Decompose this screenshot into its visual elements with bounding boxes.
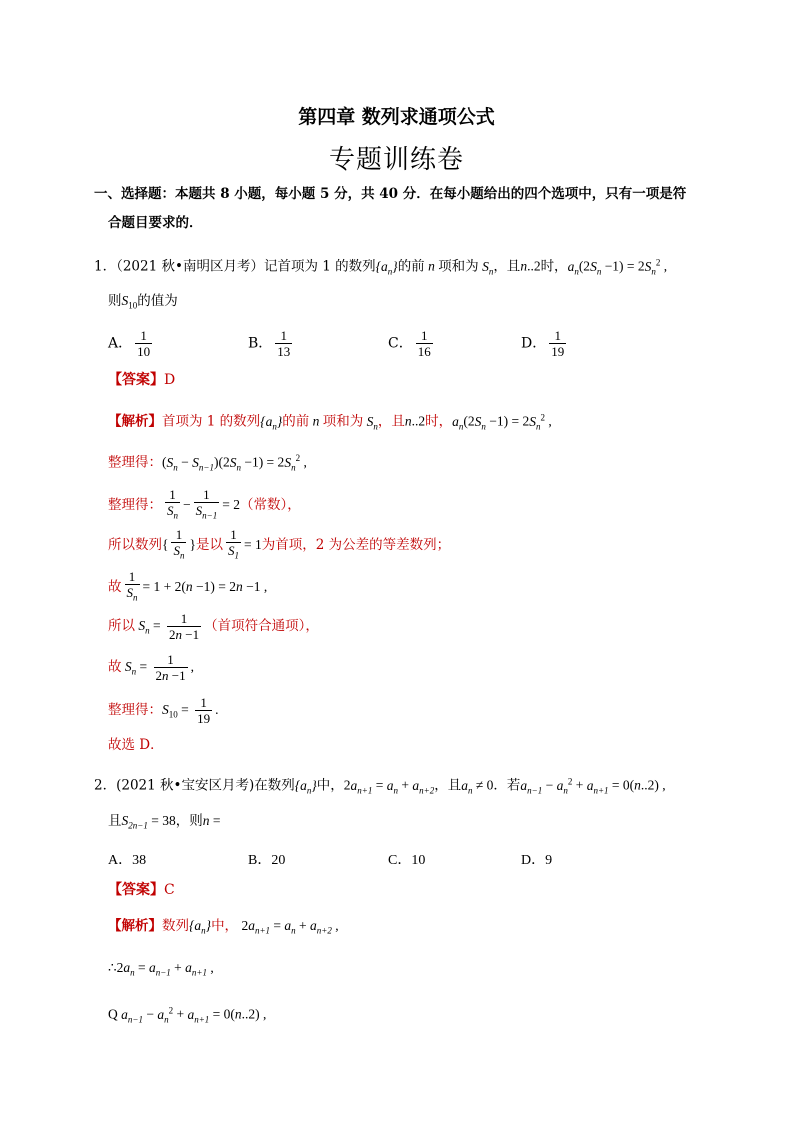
section-heading-line2: 合题目要求的． [108, 215, 203, 231]
q1-step6: 故 $S_n$ = $\frac{1}{2n -1}$ , [108, 652, 194, 683]
q1-option-c[interactable]: C． $\frac{1}{16}$ [388, 328, 431, 359]
q1-step7: 整理得：$S_{10}$ = $\frac{1}{19}$ . [108, 695, 219, 726]
q2-ask: 且$S_{2n-1} = 38$，则n = [108, 813, 221, 831]
q1-step2: 整理得： $\frac{1}{S_n}$ − $\frac{1}{S_{n-1}}$ = 2（常数）， [108, 487, 301, 521]
q2-step2: Q $a_{n-1} - a_n^2 + a_{n+1} = 0(n..2)$ , [108, 1005, 267, 1025]
q1-step3: 所以数列{ $\frac{1}{S_n}$ }是以 $\frac{1}{S_1}$ = 1为首项，2 为公差的等差数列； [108, 527, 451, 561]
q1-analysis-line1: 【解析】首项为 1 的数列$\{a_n\}$的前 n 项和为 $S_n$，且n..2时，$a_n(2S_n -1) = 2S_n^2$ , [108, 412, 552, 432]
q1-step1: 整理得：$(S_n - S_{n-1})(2S_n -1) = 2S_n^2$ , [108, 453, 307, 473]
q1-step4: 故 $\frac{1}{S_n}$ = 1 + 2(n −1) = 2n −1 , [108, 569, 268, 603]
q2-stem: 2．(2021 秋•宝安区月考)在数列$\{a_n\}$中，$2a_{n+1} = a_n + a_{n+2}$，且$a_n \ne 0$．若$a_{n-1} - a_n^2 + a_{n+1} = 0(n..2)$ , [94, 776, 666, 796]
q2-option-c[interactable]: C．10 [388, 853, 426, 868]
doc-subtitle: 专题训练卷 [328, 145, 464, 175]
q1-answer: 【答案】D [108, 372, 176, 388]
q1-option-d[interactable]: D． $\frac{1}{19}$ [521, 328, 565, 359]
chapter-title: 第四章 数列求通项公式 [298, 106, 495, 128]
q2-option-b[interactable]: B．20 [248, 853, 286, 868]
q2-option-d[interactable]: D．9 [521, 853, 553, 868]
q1-stem: 1．（2021 秋•南明区月考）记首项为 1 的数列$\{a_n\}$的前 n 项和为 $S_n$，且n..2时，$a_n(2S_n -1) = 2S_n^2$ , [94, 257, 668, 277]
q2-analysis-line1: 【解析】数列$\{a_n\}$中， $2a_{n+1} = a_n + a_{n+2}$ , [108, 918, 339, 936]
q1-ask: 则$S_{10}$的值为 [108, 293, 178, 311]
q1-option-b[interactable]: B． $\frac{1}{13}$ [248, 328, 291, 359]
q2-answer: 【答案】C [108, 882, 175, 898]
q1-option-a[interactable]: A． $\frac{1}{10}$ [108, 328, 151, 359]
q1-conclusion: 故选 D． [108, 737, 164, 753]
q1-step5: 所以 $S_n$ = $\frac{1}{2n -1}$ （首项符合通项）， [108, 611, 319, 642]
q2-option-a[interactable]: A．38 [108, 853, 147, 868]
section-heading-line1: 一、选择题：本题共 8 小题，每小题 5 分，共 40 分．在每小题给出的四个选项中，只有一项是符 [94, 186, 687, 202]
q2-step1: $\therefore 2a_n = a_{n-1} + a_{n+1}$ , [108, 960, 214, 978]
